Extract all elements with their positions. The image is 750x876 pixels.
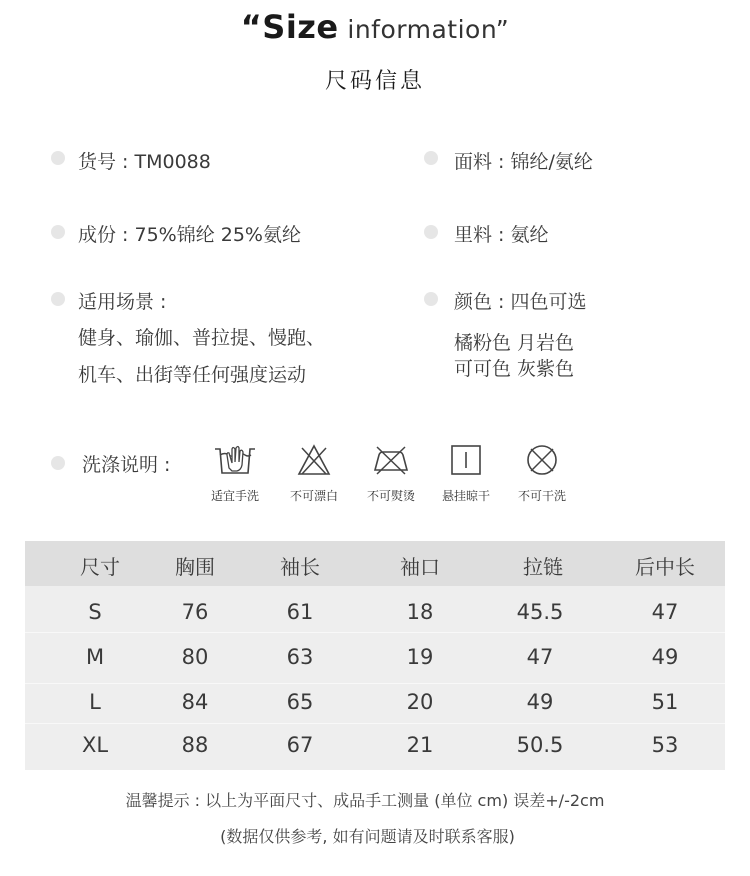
table-cell: 53 — [651, 733, 679, 757]
scenes-label: 适用场景 : — [78, 291, 167, 313]
title-light: information — [347, 15, 496, 44]
table-cell: 63 — [286, 645, 314, 669]
header-chest: 胸围 — [175, 555, 215, 579]
table-cell: 20 — [406, 690, 434, 714]
bullet-dot — [51, 151, 65, 165]
header-zipper: 拉链 — [523, 555, 563, 579]
scenes-line-2: 机车、出街等任何强度运动 — [78, 364, 307, 386]
bullet-dot — [51, 225, 65, 239]
care-label: 不可漂白 — [289, 489, 338, 503]
composition: 成份 : 75%锦纶 25%氨纶 — [78, 224, 301, 246]
table-cell: 47 — [651, 600, 679, 624]
bullet-dot — [424, 151, 438, 165]
no-dry-clean-icon — [525, 443, 559, 477]
scenes-line-1: 健身、瑜伽、普拉提、慢跑、 — [78, 327, 326, 349]
measurement-note: 温馨提示 : 以上为平面尺寸、成品手工测量 (单位 cm) 误差+/-2cm — [125, 791, 605, 810]
hand-wash-icon — [213, 443, 257, 477]
reference-note: (数据仅供参考, 如有问题请及时联系客服) — [220, 827, 515, 846]
colors-line-2: 可可色 灰紫色 — [454, 358, 575, 380]
bullet-dot — [51, 456, 65, 470]
title-bold: Size — [262, 8, 339, 46]
care-label: 适宜手洗 — [210, 489, 259, 503]
header-cuff: 袖口 — [400, 555, 440, 579]
table-cell: M — [85, 645, 105, 669]
table-cell: 21 — [406, 733, 434, 757]
care-hand-wash — [205, 443, 265, 504]
bullet-dot — [51, 292, 65, 306]
row-divider — [25, 683, 725, 684]
no-iron-icon — [371, 443, 411, 477]
header-size: 尺寸 — [80, 555, 120, 579]
row-divider — [25, 723, 725, 724]
table-cell: 18 — [406, 600, 434, 624]
table-cell: 49 — [526, 690, 554, 714]
table-cell: 45.5 — [516, 600, 564, 624]
table-cell: XL — [81, 733, 109, 757]
table-cell: L — [89, 690, 101, 714]
close-quote: ” — [495, 15, 510, 44]
hang-dry-icon — [449, 443, 483, 477]
table-header — [25, 541, 725, 586]
table-cell: S — [88, 600, 102, 624]
open-quote: “ — [240, 8, 263, 46]
table-cell: 61 — [286, 600, 314, 624]
page-title-cn: 尺码信息 — [324, 69, 425, 94]
page-title-en — [0, 8, 750, 46]
table-cell: 88 — [181, 733, 209, 757]
item-number: 货号 : TM0088 — [78, 151, 211, 173]
care-label: 不可干洗 — [517, 489, 566, 503]
care-label: 不可熨烫 — [366, 489, 415, 503]
header-sleeve-length: 袖长 — [280, 555, 320, 579]
washing-label: 洗涤说明 : — [82, 454, 171, 476]
no-bleach-icon — [296, 443, 332, 477]
care-label: 悬挂晾干 — [441, 489, 490, 503]
table-cell: 50.5 — [516, 733, 564, 757]
fabric: 面料 : 锦纶/氨纶 — [454, 151, 593, 173]
table-cell: 51 — [651, 690, 679, 714]
table-cell: 84 — [181, 690, 209, 714]
row-divider — [25, 632, 725, 633]
table-cell: 80 — [181, 645, 209, 669]
care-hang-dry — [436, 443, 496, 504]
table-cell: 76 — [181, 600, 209, 624]
lining: 里料 : 氨纶 — [454, 224, 549, 246]
care-no-dry-clean — [512, 443, 572, 504]
color-label: 颜色 : 四色可选 — [454, 291, 587, 313]
header-back-length: 后中长 — [635, 555, 695, 579]
table-cell: 19 — [406, 645, 434, 669]
bullet-dot — [424, 292, 438, 306]
colors-line-1: 橘粉色 月岩色 — [454, 332, 575, 354]
bullet-dot — [424, 225, 438, 239]
care-no-bleach — [284, 443, 344, 504]
size-table — [25, 541, 725, 770]
table-cell: 65 — [286, 690, 314, 714]
table-cell: 67 — [286, 733, 314, 757]
table-cell: 47 — [526, 645, 554, 669]
care-no-iron — [361, 443, 421, 504]
table-cell: 49 — [651, 645, 679, 669]
